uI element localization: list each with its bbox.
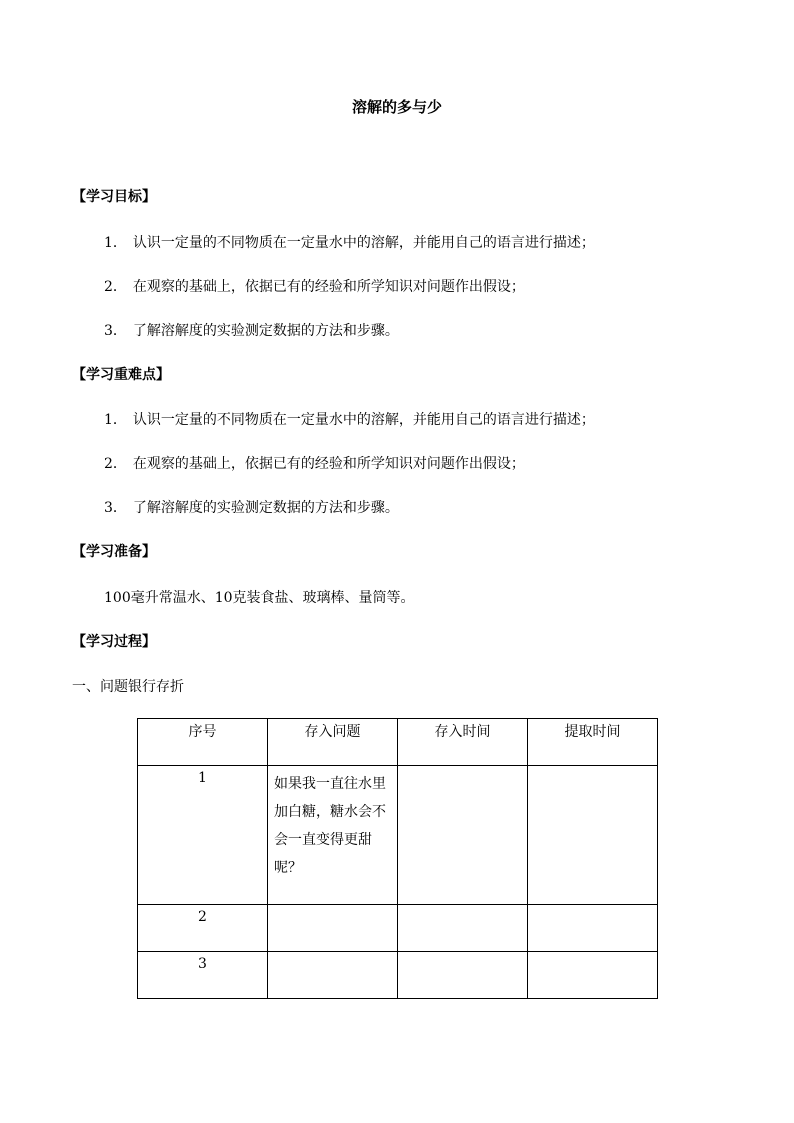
question-bank-table (137, 718, 658, 999)
subheading-question-bank: 一、问题银行存折 (72, 679, 184, 695)
heading-keypoints: 【学习重难点】 (72, 367, 170, 383)
keypoint-item-1-num: 1． (104, 412, 127, 428)
goal-item-2-text: 在观察的基础上，依据已有的经验和所学知识对问题作出假设； (132, 279, 525, 295)
goal-item-3-num: 3． (104, 323, 127, 339)
row-question[interactable] (268, 905, 398, 952)
heading-process: 【学习过程】 (72, 634, 156, 650)
goal-item-2 (104, 276, 525, 296)
prep-text: 100毫升常温水、10克装食盐、玻璃棒、量筒等。 (104, 590, 415, 606)
keypoint-item-2 (104, 453, 525, 473)
col-header-withdraw-time: 提取时间 (528, 719, 658, 766)
keypoint-item-1 (104, 409, 595, 429)
row-number: 1 (138, 766, 268, 905)
table-row (138, 766, 658, 905)
row-withdraw-time[interactable] (528, 952, 658, 999)
row-withdraw-time[interactable] (528, 766, 658, 905)
keypoint-item-1-text: 认识一定量的不同物质在一定量水中的溶解，并能用自己的语言进行描述； (132, 412, 595, 428)
table-row (138, 905, 658, 952)
heading-goals: 【学习目标】 (72, 189, 156, 205)
goal-item-3-text: 了解溶解度的实验测定数据的方法和步骤。 (132, 323, 399, 339)
row-deposit-time[interactable] (398, 905, 528, 952)
goal-item-1-text: 认识一定量的不同物质在一定量水中的溶解，并能用自己的语言进行描述； (132, 235, 595, 251)
goal-item-1 (104, 232, 595, 252)
table-row (138, 952, 658, 999)
keypoint-item-3-text: 了解溶解度的实验测定数据的方法和步骤。 (132, 500, 399, 516)
row-question[interactable]: 如果我一直往水里加白糖，糖水会不会一直变得更甜呢？ (268, 766, 398, 905)
row-deposit-time[interactable] (398, 952, 528, 999)
col-header-deposit-time: 存入时间 (398, 719, 528, 766)
goal-item-1-num: 1． (104, 235, 127, 251)
keypoint-item-2-num: 2． (104, 456, 127, 472)
page-title: 溶解的多与少 (351, 98, 442, 116)
row-number: 3 (138, 952, 268, 999)
heading-prep: 【学习准备】 (72, 544, 156, 560)
goal-item-2-num: 2． (104, 279, 127, 295)
table-header-row (138, 719, 658, 766)
row-withdraw-time[interactable] (528, 905, 658, 952)
keypoint-item-3-num: 3． (104, 500, 127, 516)
row-number: 2 (138, 905, 268, 952)
keypoint-item-2-text: 在观察的基础上，依据已有的经验和所学知识对问题作出假设； (132, 456, 525, 472)
goal-item-3 (104, 320, 399, 340)
col-header-question: 存入问题 (268, 719, 398, 766)
row-deposit-time[interactable] (398, 766, 528, 905)
keypoint-item-3 (104, 497, 399, 517)
row-question[interactable] (268, 952, 398, 999)
col-header-number: 序号 (138, 719, 268, 766)
